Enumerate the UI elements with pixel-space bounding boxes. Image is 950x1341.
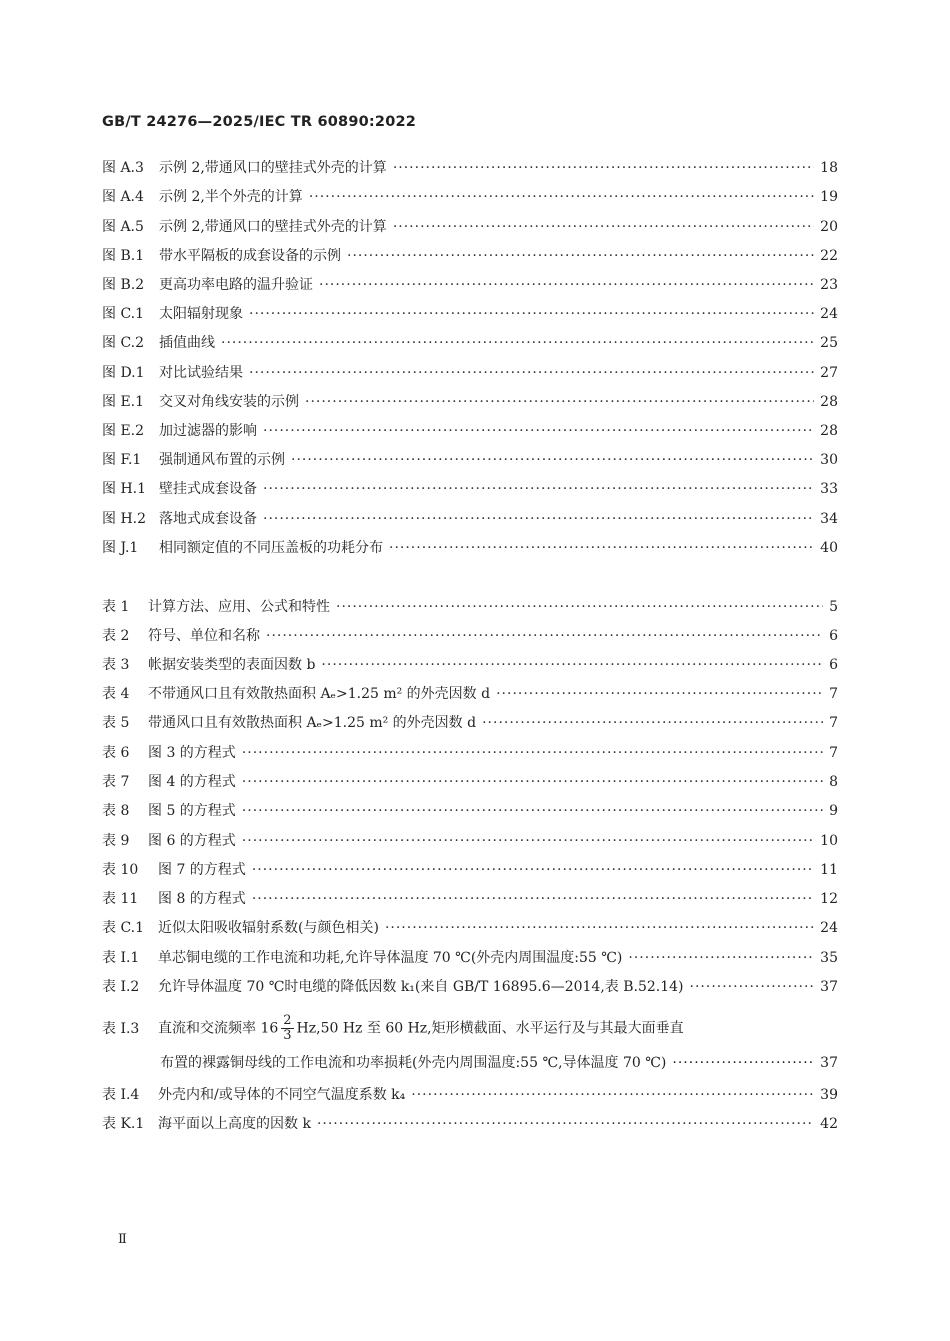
leader-dots xyxy=(317,1116,814,1132)
leader-dots xyxy=(242,803,823,819)
entry-page: 40 xyxy=(820,540,838,556)
entry-title: 符号、单位和名称 xyxy=(148,628,260,644)
toc-entry[interactable] xyxy=(102,712,838,732)
entry-label: 图 E.1 xyxy=(102,394,145,410)
toc-entry[interactable] xyxy=(102,508,838,528)
entry-title: 带通风口且有效散热面积 Aₑ>1.25 m² 的外壳因数 d xyxy=(148,715,477,731)
entry-title: 图 7 的方程式 xyxy=(158,862,246,878)
toc-entry[interactable] xyxy=(102,332,838,352)
entry-title: 落地式成套设备 xyxy=(159,511,257,527)
entry-label: 表 8 xyxy=(102,803,130,819)
entry-label: 表 I.1 xyxy=(102,950,140,966)
leader-dots xyxy=(672,1055,814,1071)
toc-entry[interactable] xyxy=(102,654,838,674)
toc-entry[interactable] xyxy=(102,683,838,703)
entry-label: 表 11 xyxy=(102,891,139,907)
leader-dots xyxy=(249,306,814,322)
leader-dots xyxy=(690,979,815,995)
entry-label: 表 2 xyxy=(102,628,130,644)
entry-label: 表 1 xyxy=(102,599,130,615)
leader-dots xyxy=(393,219,814,235)
fraction-numerator: 2 xyxy=(283,1013,292,1028)
entry-label: 图 C.2 xyxy=(102,335,145,351)
fraction xyxy=(281,1014,293,1043)
leader-dots xyxy=(263,511,814,527)
entry-label: 图 D.1 xyxy=(102,365,145,381)
leader-dots xyxy=(221,335,814,351)
entry-page: 24 xyxy=(820,306,838,322)
toc-entry[interactable] xyxy=(102,742,838,762)
page-number-footer: Ⅱ xyxy=(118,1232,127,1247)
entry-label: 表 5 xyxy=(102,715,130,731)
toc-entry[interactable] xyxy=(102,1113,838,1133)
leader-dots xyxy=(309,189,814,205)
leader-dots xyxy=(291,452,814,468)
leader-dots xyxy=(242,745,823,761)
entry-label: 图 H.2 xyxy=(102,511,147,527)
leader-dots xyxy=(252,862,814,878)
toc-entry[interactable] xyxy=(102,947,838,967)
entry-label: 表 7 xyxy=(102,774,130,790)
entry-label: 图 C.1 xyxy=(102,306,145,322)
entry-page: 10 xyxy=(820,833,838,849)
entry-label: 图 E.2 xyxy=(102,423,145,439)
entry-title: 相同额定值的不同压盖板的功耗分布 xyxy=(159,540,383,556)
entry-label: 表 4 xyxy=(102,686,130,702)
entry-label: 图 J.1 xyxy=(102,540,139,556)
entry-page: 6 xyxy=(829,657,838,673)
toc-entry[interactable] xyxy=(102,771,838,791)
document-id-header: GB/T 24276—2025/IEC TR 60890:2022 xyxy=(102,114,417,130)
entry-title: 加过滤器的影响 xyxy=(159,423,257,439)
entry-page: 25 xyxy=(820,335,838,351)
toc-entry[interactable] xyxy=(102,917,838,937)
entry-title: 更高功率电路的温升验证 xyxy=(159,277,313,293)
entry-label: 图 B.1 xyxy=(102,248,145,264)
entry-page: 6 xyxy=(829,628,838,644)
toc-entry[interactable] xyxy=(102,391,838,411)
entry-page: 37 xyxy=(820,979,838,995)
entry-title: 示例 2,带通风口的壁挂式外壳的计算 xyxy=(159,160,387,176)
toc-entry-continuation[interactable] xyxy=(160,1052,838,1072)
leader-dots xyxy=(266,628,823,644)
leader-dots xyxy=(628,950,814,966)
toc-entry[interactable] xyxy=(102,186,838,206)
entry-title: 示例 2,带通风口的壁挂式外壳的计算 xyxy=(159,219,387,235)
toc-entry[interactable] xyxy=(102,800,838,820)
entry-title: 强制通风布置的示例 xyxy=(159,452,285,468)
entry-label: 图 H.1 xyxy=(102,481,147,497)
entry-label: 表 I.3 xyxy=(102,1020,140,1037)
entry-page: 11 xyxy=(820,862,838,878)
fraction-denominator: 3 xyxy=(283,1028,292,1043)
entry-title-line2: 布置的裸露铜母线的工作电流和功率损耗(外壳内周围温度:55 ℃,导体温度 70 ℃) xyxy=(160,1055,667,1071)
toc-entry[interactable] xyxy=(102,157,838,177)
leader-dots xyxy=(263,423,814,439)
toc-entry[interactable] xyxy=(102,830,838,850)
entry-title-line1 xyxy=(158,1014,684,1043)
leader-dots xyxy=(336,599,823,615)
entry-label: 表 I.4 xyxy=(102,1087,140,1103)
entry-title: 图 3 的方程式 xyxy=(148,745,236,761)
entry-title: 图 6 的方程式 xyxy=(148,833,236,849)
entry-page: 8 xyxy=(829,774,838,790)
entry-page: 35 xyxy=(820,950,838,966)
entry-title: 对比试验结果 xyxy=(159,365,243,381)
entry-title: 单芯铜电缆的工作电流和功耗,允许导体温度 70 ℃(外壳内周围温度:55 ℃) xyxy=(158,950,623,966)
leader-dots xyxy=(482,715,823,731)
entry-page: 30 xyxy=(820,452,838,468)
entry-page: 33 xyxy=(820,481,838,497)
entry-label: 表 K.1 xyxy=(102,1116,145,1132)
entry-title: 不带通风口且有效散热面积 Aₑ>1.25 m² 的外壳因数 d xyxy=(148,686,491,702)
entry-title: 帐据安装类型的表面因数 b xyxy=(148,657,316,673)
toc-entry[interactable] xyxy=(102,625,838,645)
entry-label: 图 A.5 xyxy=(102,219,144,235)
entry-page: 34 xyxy=(820,511,838,527)
entry-title: 图 4 的方程式 xyxy=(148,774,236,790)
entry-page: 23 xyxy=(820,277,838,293)
toc-entry[interactable] xyxy=(102,976,838,996)
entry-title: 插值曲线 xyxy=(159,335,215,351)
toc-entry[interactable] xyxy=(102,596,838,616)
leader-dots xyxy=(252,891,814,907)
entry-title: 外壳内和/或导体的不同空气温度系数 k₄ xyxy=(158,1087,406,1103)
toc-entry[interactable] xyxy=(102,888,838,908)
entry-page: 28 xyxy=(820,423,838,439)
entry-label: 图 F.1 xyxy=(102,452,142,468)
toc-entry[interactable] xyxy=(102,537,838,557)
entry-title: 计算方法、应用、公式和特性 xyxy=(148,599,330,615)
leader-dots xyxy=(242,833,814,849)
toc-entry-multiline[interactable] xyxy=(102,1013,838,1043)
toc-entry[interactable] xyxy=(102,245,838,265)
entry-page: 42 xyxy=(820,1116,838,1132)
toc-entry[interactable] xyxy=(102,449,838,469)
entry-page: 24 xyxy=(820,920,838,936)
entry-title: 壁挂式成套设备 xyxy=(159,481,257,497)
entry-title: 交叉对角线安装的示例 xyxy=(159,394,299,410)
leader-dots xyxy=(321,657,823,673)
entry-page: 18 xyxy=(820,160,838,176)
entry-label: 表 C.1 xyxy=(102,920,145,936)
leader-dots xyxy=(249,365,814,381)
entry-page: 28 xyxy=(820,394,838,410)
entry-page: 20 xyxy=(820,219,838,235)
entry-title: 允许导体温度 70 ℃时电缆的降低因数 k₁(来自 GB/T 16895.6—2014,表 B.52.14) xyxy=(158,979,684,995)
entry-page: 37 xyxy=(820,1055,838,1071)
leader-dots xyxy=(263,481,814,497)
toc-entry[interactable] xyxy=(102,859,838,879)
toc-entry[interactable] xyxy=(102,478,838,498)
entry-page: 12 xyxy=(820,891,838,907)
entry-page: 5 xyxy=(829,599,838,615)
toc-entry[interactable] xyxy=(102,420,838,440)
entry-label: 图 A.3 xyxy=(102,160,144,176)
entry-label: 表 10 xyxy=(102,862,139,878)
entry-title: 图 8 的方程式 xyxy=(158,891,246,907)
entry-title: 示例 2,半个外壳的计算 xyxy=(159,189,303,205)
leader-dots xyxy=(385,920,814,936)
toc-entry[interactable] xyxy=(102,303,838,323)
entry-title: 近似太阳吸收辐射系数(与颜色相关) xyxy=(158,920,379,936)
entry-title-part: 直流和交流频率 16 xyxy=(158,1020,279,1037)
toc-entry[interactable] xyxy=(102,362,838,382)
entry-page: 7 xyxy=(829,745,838,761)
entry-page: 7 xyxy=(829,686,838,702)
entry-label: 表 3 xyxy=(102,657,130,673)
leader-dots xyxy=(411,1087,814,1103)
entry-title: 带水平隔板的成套设备的示例 xyxy=(159,248,341,264)
entry-page: 7 xyxy=(829,715,838,731)
toc-entry[interactable] xyxy=(102,1084,838,1104)
entry-label: 图 B.2 xyxy=(102,277,145,293)
entry-label: 图 A.4 xyxy=(102,189,144,205)
entry-page: 19 xyxy=(820,189,838,205)
entry-page: 9 xyxy=(829,803,838,819)
entry-title: 海平面以上高度的因数 k xyxy=(158,1116,311,1132)
leader-dots xyxy=(305,394,814,410)
leader-dots xyxy=(389,540,814,556)
entry-title: 太阳辐射现象 xyxy=(159,306,243,322)
leader-dots xyxy=(319,277,814,293)
leader-dots xyxy=(496,686,823,702)
entry-title-part: Hz,50 Hz 至 60 Hz,矩形横截面、水平运行及与其最大面垂直 xyxy=(296,1020,684,1037)
entry-page: 22 xyxy=(820,248,838,264)
entry-page: 27 xyxy=(820,365,838,381)
entry-label: 表 9 xyxy=(102,833,130,849)
leader-dots xyxy=(393,160,814,176)
toc-entry[interactable] xyxy=(102,216,838,236)
leader-dots xyxy=(347,248,814,264)
entry-page: 39 xyxy=(820,1087,838,1103)
entry-label: 表 I.2 xyxy=(102,979,140,995)
leader-dots xyxy=(242,774,823,790)
toc-entry[interactable] xyxy=(102,274,838,294)
entry-label: 表 6 xyxy=(102,745,130,761)
entry-title: 图 5 的方程式 xyxy=(148,803,236,819)
